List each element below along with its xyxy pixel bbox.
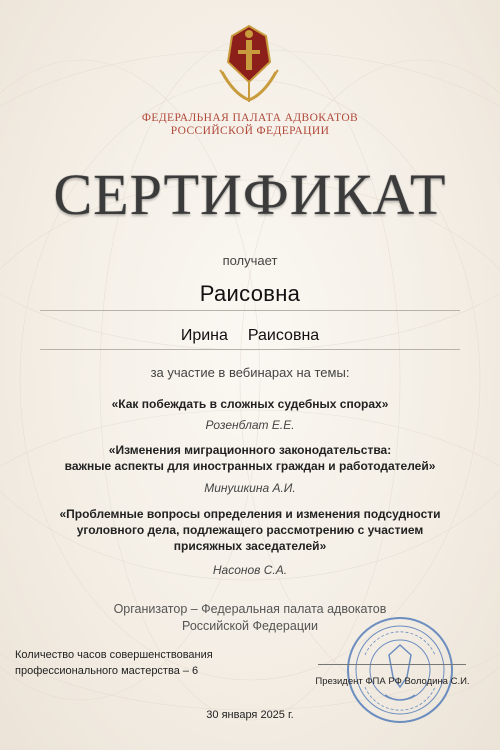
surname-underline xyxy=(40,310,460,311)
recipient-patronymic: Раисовна xyxy=(247,327,320,344)
webinar-topic-3 xyxy=(0,506,500,554)
recipient-first-name: Ирина xyxy=(180,327,228,344)
signature-line xyxy=(318,664,466,665)
topic-line: «Проблемные вопросы определения и изменения подсудности xyxy=(59,507,441,521)
recipient-name xyxy=(0,327,500,345)
issue-date: 30 января 2025 г. xyxy=(206,709,294,721)
org-title-line2: РОССИЙСКОЙ ФЕДЕРАЦИИ xyxy=(170,125,330,137)
topic-line: уголовного дела, подлежащего рассмотрению с участием xyxy=(76,523,424,537)
participation-text: за участие в вебинарах на темы: xyxy=(150,365,350,380)
receives-label: получает xyxy=(222,253,278,268)
topic-line: важные аспекты для иностранных граждан и работодателей» xyxy=(64,459,436,473)
certificate-title: СЕРТИФИКАТ xyxy=(53,162,447,227)
topic-line: «Как побеждать в сложных судебных спорах» xyxy=(111,397,389,411)
hours-text xyxy=(15,647,213,679)
webinar-topic-1 xyxy=(0,396,500,412)
webinar-lecturer-2: Минушкина А.И. xyxy=(204,481,296,495)
topic-line: присяжных заседателей» xyxy=(173,539,327,553)
org-title-line1: ФЕДЕРАЛЬНАЯ ПАЛАТА АДВОКАТОВ xyxy=(141,112,359,124)
webinar-lecturer-3: Насонов С.А. xyxy=(212,563,288,577)
recipient-surname: Раисовна xyxy=(199,281,301,306)
webinar-lecturer-1: Розенблат Е.Е. xyxy=(205,418,295,432)
topic-line: «Изменения миграционного законодательства: xyxy=(108,443,392,457)
webinar-topic-2 xyxy=(0,442,500,474)
hours-line2: профессионального мастерства – 6 xyxy=(15,665,199,677)
organizer-line2: Российской Федерации xyxy=(182,619,318,633)
lawyers-chamber-emblem-icon xyxy=(216,22,282,106)
name-underline xyxy=(40,349,460,350)
organizer-line1: Организатор – Федеральная палата адвокатов xyxy=(113,602,387,616)
president-signature: Президент ФПА РФ Володина С.И. xyxy=(315,676,470,687)
hours-line1: Количество часов совершенствования xyxy=(15,649,213,661)
